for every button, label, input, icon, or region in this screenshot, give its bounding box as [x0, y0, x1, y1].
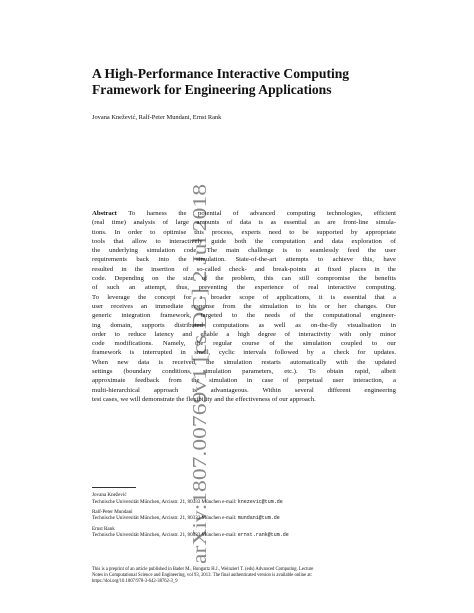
abstract-line: approximate feedback from the simulation in case of perpetual user interaction, a	[92, 377, 396, 385]
abstract-line	[92, 209, 396, 218]
affiliation-address	[92, 515, 412, 522]
title-line-1: A High-Performance Interactive Computing	[92, 66, 350, 81]
author-affiliations	[92, 492, 412, 542]
abstract-line: ing domain, supports distributed computations as well as on-the-fly visualisation in	[92, 321, 396, 329]
abstract-line: code modifications. Namely, the regular course of the simulation coupled to our	[92, 340, 396, 348]
abstract-line: resulted in the insertion of so-called check- and break-points at fixed places in the	[92, 265, 396, 273]
abstract	[92, 209, 396, 404]
doi-link[interactable]: https://doi.org/10.1007/978-3-642-38762-3_9	[92, 579, 178, 585]
email-link[interactable]: mundani@tum.de	[237, 515, 280, 522]
preprint-note-line: Notes in Computational Science and Engineering, vol 93, 2013. The final authenticated version is available online at:	[92, 573, 313, 579]
affiliation-address	[92, 499, 412, 506]
affiliation-name: Ralf-Peter Mundani	[92, 508, 133, 515]
affiliation-address	[92, 532, 412, 539]
abstract-line: settings (boundary conditions, simulation parameters, etc.). To obtain rapid, albeit	[92, 368, 396, 376]
affiliation-address-text: Technische Universität München, Arcisstr. 21, 80333 München e-mail:	[92, 498, 238, 505]
abstract-line: framework is interrupted in small, cyclic intervals followed by a check for updates.	[92, 349, 396, 357]
preprint-note	[92, 567, 396, 585]
affiliation-name: Ernst Rank	[92, 525, 115, 532]
footnote-divider	[92, 487, 136, 488]
affiliation-address-text: Technische Universität München, Arcisstr. 21, 80333 München e-mail:	[92, 515, 238, 522]
title-line-2: Framework for Engineering Applications	[92, 82, 332, 97]
abstract-line: code. Depending on the size of the problem, this can still compromise the benefits	[92, 275, 396, 283]
abstract-line: tions. In order to optimise this process, experts need to be supported by appropriate	[92, 228, 396, 236]
email-link[interactable]: ernst.rank@tum.de	[237, 532, 289, 539]
abstract-line: order to reduce latency and enable a high degree of interactivity with only minor	[92, 330, 396, 338]
abstract-line: of such an attempt, thus, preventing the experience of real interactive computing.	[92, 284, 396, 292]
abstract-line: requirements back into the simulation. State-of-the-art attempts to achieve this, have	[92, 256, 396, 264]
abstract-label: Abstract	[92, 210, 117, 217]
email-link[interactable]: knezevic@tum.de	[237, 498, 283, 505]
abstract-line: (real time) analysis of large amounts of data is as essential as are front-line simula-	[92, 219, 396, 227]
affiliation-entry	[92, 509, 412, 522]
abstract-line: user receives an immediate response from the simulation to his or her changes. Our	[92, 302, 396, 310]
abstract-line: To leverage the concept for a broader scope of applications, it is essential that a	[92, 293, 396, 301]
abstract-line: tools that allow to interactively guide both the computation and data exploration of	[92, 237, 396, 245]
affiliation-entry	[92, 526, 412, 539]
abstract-line: When new data is received, the simulation restarts automatically with the updated	[92, 358, 396, 366]
abstract-line: the underlying simulation code. The main challenge is to seamlessly feed the user	[92, 247, 396, 255]
abstract-line-text: To harness the potential of advanced computing technologies, efficient	[128, 210, 396, 217]
abstract-line: test cases, we will demonstrate the flexibility and the effectiveness of our approach.	[92, 395, 316, 403]
affiliation-entry	[92, 492, 412, 505]
affiliation-name: Jovana Knežević	[92, 492, 127, 498]
preprint-note-line: This is a preprint of an article published in Bader M., Bungartz H.J., Weinzierl T. (eds) Advanced Computing. Lecture	[92, 567, 314, 572]
paper-title	[92, 66, 392, 98]
arxiv-identifier-text: arXiv:1807.00769v1 [cs.DC] 2 Jul 2018	[190, 249, 211, 564]
affiliation-address-text: Technische Universität München, Arcisstr. 21, 80333 München e-mail:	[92, 532, 238, 539]
author-list: Jovana Knežević, Ralf-Peter Mundani, Ernst Rank	[92, 114, 222, 121]
abstract-line: multi-hierarchical approach is advantageous. Within several different engineering	[92, 386, 396, 394]
abstract-line: generic integration framework, targeted to the needs of the computational engineer-	[92, 312, 396, 320]
